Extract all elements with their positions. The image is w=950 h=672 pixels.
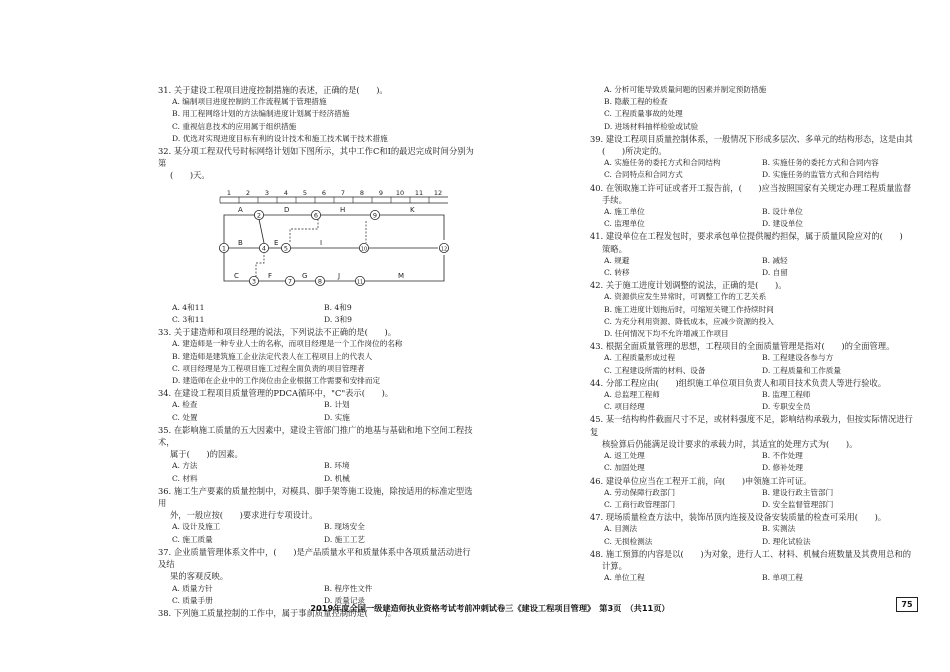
option-d: D. 安全监督管理部门 (762, 499, 834, 509)
question-35 (158, 424, 476, 485)
option-c: C. 项目经理是为工程项目施工过程全面负责的项目管理者 (172, 363, 365, 373)
question-47 (590, 511, 920, 548)
option-a: A. 返工处理 (604, 451, 645, 461)
option-a: A. 设计及施工 (172, 522, 221, 532)
label-m: M (398, 271, 405, 280)
network-node-label: 1 (221, 243, 227, 252)
option-a: A. 规避 (604, 255, 630, 265)
option-d: D. 任何情况下均不允许增减工作项目 (604, 329, 729, 339)
option-c: C. 工商行政管理部门 (604, 499, 676, 509)
scale-tick-label: 7 (340, 188, 346, 197)
network-node-label: 8 (317, 276, 323, 285)
question-stem: 48. 施工预算的内容是以( )为对象，进行人工、材料、机械台班数量及其费用总和的 (590, 548, 911, 559)
option-c: C. 重视信息技术的应用属于组织措施 (172, 121, 297, 131)
scale-tick-label: 1 (226, 188, 232, 197)
option-b: B. 施工进度计划拖后时，可缩短关键工作持续时间 (604, 304, 774, 314)
option-a: A. 分析可能导致质量问题的因素并制定预防措施 (604, 85, 767, 94)
option-c: C. 监理单位 (604, 219, 645, 229)
question-45 (590, 413, 920, 474)
option-d: D. 实施 (324, 412, 350, 422)
question-44 (590, 377, 920, 414)
network-node-label: 7 (287, 276, 293, 285)
option-b: B. 计划 (324, 400, 350, 410)
option-d: D. 工程质量和工作质量 (762, 365, 841, 375)
question-stem-cont: 计算。 (602, 560, 627, 571)
question-stem: 45. 某一结构构件截面尺寸不足，或材料强度不足，影响结构承载力，但按实际情况进行复 (590, 414, 913, 437)
label-c: C (234, 271, 239, 280)
option-d: D. 进场材料抽样检验或试验 (604, 121, 699, 131)
question-stem: 43. 根据全面质量管理的思想，工程项目的全面质量管理是指对( )的全面管理。 (590, 341, 895, 352)
option-d: D. 理化试验法 (762, 536, 811, 546)
scale-tick-label: 9 (378, 188, 384, 197)
scale-tick-label: 8 (359, 188, 365, 197)
question-stem: 34. 在建设工程项目质量管理的PDCA循环中，"C"表示( )。 (158, 388, 394, 399)
option-b: B. 用工程网络计划的方法编制进度计划属于经济措施 (172, 109, 350, 119)
label-k: K (410, 205, 415, 214)
network-node-label: 5 (283, 243, 289, 252)
label-d: D (284, 205, 290, 214)
option-d: D. 建造师在企业中的工作岗位由企业根据工作需要和安排而定 (172, 376, 381, 386)
label-a: A (238, 205, 243, 214)
question-46 (590, 475, 920, 512)
option-d: D. 专职安全员 (762, 402, 811, 412)
question-31 (158, 84, 476, 145)
page-number-box: 75 (896, 597, 918, 612)
question-41 (590, 230, 920, 279)
option-d: D. 自留 (762, 268, 788, 278)
option-b: B. 4和9 (324, 302, 352, 312)
question-37 (158, 546, 476, 607)
question-stem: 36. 施工生产要素的质量控制中，对模具、脚手架等施工设施，除按适用的标准定型选用 (158, 485, 473, 509)
option-b: B. 建设行政主管部门 (762, 487, 834, 497)
scale-tick-label: 6 (321, 188, 327, 197)
option-c: C. 3和11 (172, 315, 205, 325)
option-b: B. 不作处理 (762, 451, 803, 461)
option-b: B. 设计单位 (762, 207, 803, 217)
question-stem: 39. 建设工程项目质量控制体系，一般情况下形成多层次、多单元的结构形态，这是由其 (590, 133, 913, 144)
network-node-label: 3 (251, 276, 257, 285)
label-b: B (238, 238, 243, 247)
network-node-label: 6 (313, 210, 319, 219)
question-stem-cont: 外，一般应按( )要求进行专项设计。 (170, 510, 318, 521)
time-scale (220, 189, 442, 203)
question-stem-cont: 核验算后仍能满足设计要求的承载力时，其适宜的处理方式为( )。 (602, 438, 858, 449)
option-d: D. 实施任务的监管方式和合同结构 (762, 170, 879, 180)
question-stem-cont: 属于( )的因素。 (170, 449, 243, 460)
question-40 (590, 182, 920, 231)
time-scaled-network-diagram (198, 185, 488, 295)
option-b: B. 建造师是建筑施工企业法定代表人在工程项目上的代表人 (172, 351, 373, 361)
option-d: D. 优选对实现进度目标有利的设计技术和施工技术属于技术措施 (172, 133, 388, 143)
scale-tick-label: 2 (245, 188, 251, 197)
option-a: A. 工程质量形成过程 (604, 353, 676, 363)
question-stem-cont: ( )天。 (170, 170, 210, 181)
option-d: D. 修补处理 (762, 463, 804, 473)
option-c: C. 转移 (604, 268, 630, 278)
question-stem: 46. 建设单位应当在工程开工前，向( )申领施工许可证。 (590, 475, 812, 486)
question-stem: 42. 关于施工进度计划调整的说法，正确的是( )。 (590, 280, 787, 291)
option-d: D. 质量记录 (324, 595, 366, 605)
scale-tick-label: 5 (302, 188, 308, 197)
option-a: A. 单位工程 (604, 573, 645, 583)
option-a: A. 资源供应发生异常时，可调整工作的工艺关系 (604, 292, 767, 302)
option-c: C. 工程建设所需的材料、设备 (604, 365, 706, 375)
option-a: A. 检查 (172, 400, 198, 410)
option-c: C. 合同特点和合同方式 (604, 170, 683, 180)
question-36 (158, 485, 476, 546)
option-c: C. 质量手册 (172, 595, 213, 605)
question-stem: 38. 下列施工质量控制的工作中，属于事前质量控制的是( )。 (158, 607, 397, 618)
question-43 (590, 340, 920, 377)
network-node-label: 2 (256, 210, 262, 219)
scale-tick-label: 4 (283, 188, 289, 197)
question-stem-cont: 果的客观反映。 (170, 571, 229, 582)
option-a: A. 编制项目进度控制的工作流程属于管理措施 (172, 97, 327, 107)
option-b: B. 工程建设各参与方 (762, 353, 834, 363)
question-stem: 35. 在影响施工质量的五大因素中，建设主管部门推广的地基与基础和地下空间工程技术， (158, 424, 473, 448)
option-c: C. 材料 (172, 473, 198, 483)
label-f: F (268, 271, 273, 280)
question-stem: 41. 建设单位在工程发包时，要求承包单位提供履约担保，属于质量风险应对的( ) (590, 231, 903, 242)
question-stem-cont: ( )所决定的。 (602, 146, 667, 157)
question-42 (590, 279, 920, 340)
question-39 (590, 133, 920, 182)
label-g: G (302, 271, 308, 280)
question-32 (158, 145, 476, 326)
network-node-label: 4 (261, 243, 267, 252)
question-48 (590, 548, 920, 585)
network-node-label: 9 (372, 210, 378, 219)
option-b: B. 单项工程 (762, 573, 803, 583)
question-34 (158, 387, 476, 424)
option-c: C. 项目经理 (604, 402, 645, 412)
question-33 (158, 326, 476, 387)
label-h: H (340, 205, 346, 214)
option-a: A. 施工单位 (604, 207, 645, 217)
option-d: D. 施工工艺 (324, 534, 366, 544)
question-38-options (590, 84, 920, 133)
option-a: A. 4和11 (172, 302, 205, 312)
scale-tick-label: 10 (395, 188, 405, 197)
option-c: C. 处置 (172, 412, 198, 422)
label-i: I (320, 238, 323, 247)
question-stem: 37. 企业质量管理体系文件中，( )是产品质量水平和质量体系中各项质量活动进行及结 (158, 546, 471, 570)
option-d: D. 3和9 (324, 315, 352, 325)
option-b: B. 减轻 (762, 255, 788, 265)
option-b: B. 实施任务的委托方式和合同内容 (762, 158, 879, 168)
option-c: C. 为充分利用资源、降低成本，应减少资源的投入 (604, 316, 774, 326)
scale-tick-label: 3 (264, 188, 270, 197)
page-footer: 2019年度全国一级建造师执业资格考试考前冲刺试卷三《建设工程项目管理》 第3页 （共11页） (310, 603, 670, 613)
option-a: A. 方法 (172, 461, 198, 471)
network-node-label: 10 (360, 245, 368, 252)
option-b: B. 程序性文件 (324, 583, 373, 593)
question-stem: 32. 某分项工程双代号时标网络计划如下图所示，其中工作C和I的最迟完成时间分别为第 (158, 146, 474, 169)
label-e: E (274, 238, 279, 247)
question-stem-cont: 策略。 (602, 243, 627, 254)
option-c: C. 加固处理 (604, 463, 645, 473)
option-b: B. 实测法 (762, 524, 796, 534)
question-stem: 47. 现场质量检查方法中，装饰吊顶内连接及设备安装质量的检查可采用( )。 (590, 512, 887, 523)
option-a: A. 总监理工程师 (604, 390, 660, 400)
option-b: B. 隐蔽工程的检查 (604, 97, 668, 107)
question-stem: 33. 关于建造师和项目经理的说法，下列说法不正确的是( )。 (158, 327, 397, 338)
option-c: C. 施工质量 (172, 534, 213, 544)
option-c: C. 工程质量事故的处理 (604, 109, 683, 119)
option-b: B. 环境 (324, 461, 350, 471)
network-node-label: 11 (356, 278, 364, 285)
right-column (590, 84, 920, 584)
question-stem: 40. 在领取施工许可证或者开工报告前，( )应当按照国家有关规定办理工程质量监督 (590, 182, 911, 193)
label-j: J (338, 271, 341, 280)
question-stem-cont: 手续。 (602, 194, 627, 205)
option-a: A. 目测法 (604, 524, 638, 534)
option-a: A. 质量方针 (172, 583, 213, 593)
question-stem: 44. 分部工程应由( )组织施工单位项目负责人和项目技术负责人等进行验收。 (590, 377, 887, 388)
scale-tick-label: 11 (414, 188, 424, 197)
option-a: A. 实施任务的委托方式和合同结构 (604, 158, 721, 168)
option-d: D. 建设单位 (762, 219, 804, 229)
option-d: D. 机械 (324, 473, 350, 483)
network-node-label: 12 (440, 245, 448, 252)
option-b: B. 现场安全 (324, 522, 365, 532)
scale-tick-label: 12 (433, 188, 443, 197)
option-b: B. 监理工程师 (762, 390, 811, 400)
option-c: C. 无损检测法 (604, 536, 653, 546)
left-column (158, 84, 476, 619)
question-stem: 31. 关于建设工程项目进度控制措施的表述，正确的是( )。 (158, 85, 388, 95)
option-a: A. 建造师是一种专业人士的名称，而项目经理是一个工作岗位的名称 (172, 339, 403, 349)
option-a: A. 劳动保障行政部门 (604, 487, 676, 497)
